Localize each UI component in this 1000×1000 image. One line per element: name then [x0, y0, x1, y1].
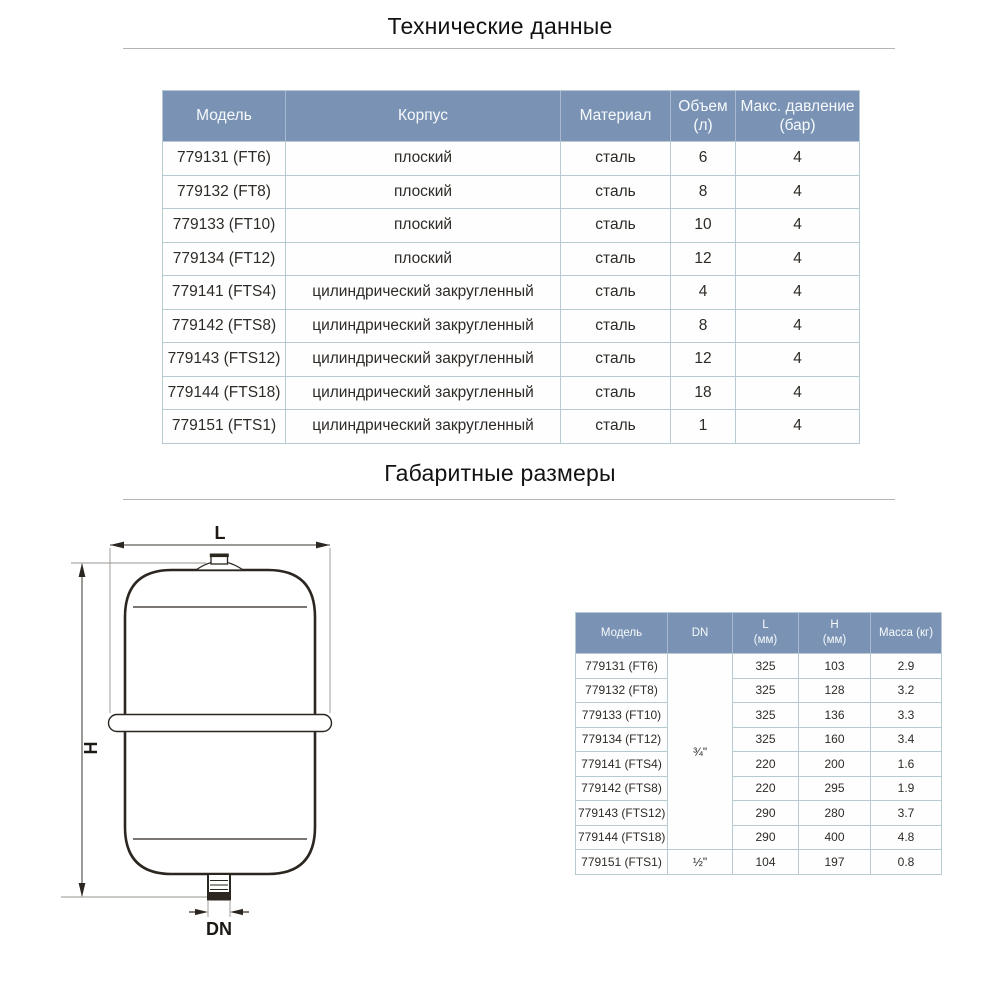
cell-body: плоский: [286, 175, 561, 209]
table-row: [163, 175, 859, 209]
table-header-row: [163, 91, 859, 141]
length-label: L: [214, 523, 226, 543]
cell-material: сталь: [561, 409, 671, 443]
cell-pressure: 4: [736, 242, 859, 276]
table-row: [163, 409, 859, 443]
cell-model: 779134 (FT12): [163, 242, 286, 276]
column-header: L (мм): [733, 613, 799, 653]
cell-mass: 3.3: [871, 702, 941, 727]
arrowhead-down-icon: [79, 883, 86, 897]
section-title-technical-data: Технические данные: [387, 13, 613, 39]
cell-pressure: 4: [736, 208, 859, 242]
cell-l: 290: [733, 825, 799, 850]
cell-volume: 18: [671, 376, 736, 410]
arrowhead-up-icon: [79, 563, 86, 577]
table-row: [576, 702, 941, 727]
mounting-band: [109, 715, 332, 732]
cell-dn: ¾": [668, 653, 733, 849]
cell-material: сталь: [561, 208, 671, 242]
cell-h: 295: [799, 776, 871, 801]
table-header-row: [576, 613, 941, 653]
dimensions-table-container: [575, 612, 942, 875]
cell-volume: 8: [671, 175, 736, 209]
cell-material: сталь: [561, 242, 671, 276]
column-header: H (мм): [799, 613, 871, 653]
table-row: [163, 141, 859, 175]
cell-body: цилиндрический закругленный: [286, 309, 561, 343]
cell-mass: 4.8: [871, 825, 941, 850]
cell-pressure: 4: [736, 275, 859, 309]
cell-h: 103: [799, 653, 871, 678]
cell-model: 779134 (FT12): [576, 727, 668, 752]
cell-body: цилиндрический закругленный: [286, 409, 561, 443]
cell-model: 779133 (FT10): [576, 702, 668, 727]
height-label: H: [81, 741, 101, 755]
column-header: Макс. давление (бар): [736, 91, 859, 141]
cell-mass: 1.9: [871, 776, 941, 801]
overall-dimensions-table: [575, 612, 942, 875]
cell-model: 779151 (FTS1): [576, 849, 668, 874]
arrowhead-right-icon: [195, 909, 208, 915]
table-row: [576, 776, 941, 801]
cell-l: 104: [733, 849, 799, 874]
dimensions-table-body: [576, 653, 941, 874]
cell-h: 128: [799, 678, 871, 703]
cell-model: 779131 (FT6): [163, 141, 286, 175]
cell-model: 779142 (FTS8): [163, 309, 286, 343]
cell-h: 200: [799, 751, 871, 776]
cell-model: 779144 (FTS18): [163, 376, 286, 410]
dn-dimension: [189, 901, 249, 939]
cell-h: 400: [799, 825, 871, 850]
cell-l: 325: [733, 727, 799, 752]
arrowhead-left-icon: [230, 909, 243, 915]
technical-table-body: [163, 141, 859, 443]
table-row: [163, 342, 859, 376]
cell-volume: 4: [671, 275, 736, 309]
cell-body: плоский: [286, 208, 561, 242]
cell-mass: 1.6: [871, 751, 941, 776]
table-row: [576, 678, 941, 703]
cell-model: 779131 (FT6): [576, 653, 668, 678]
table-row: [576, 800, 941, 825]
cell-material: сталь: [561, 342, 671, 376]
cell-volume: 12: [671, 342, 736, 376]
cell-model: 779132 (FT8): [163, 175, 286, 209]
table-row: [163, 208, 859, 242]
cell-model: 779142 (FTS8): [576, 776, 668, 801]
technical-table-header: [163, 91, 859, 141]
cell-pressure: 4: [736, 376, 859, 410]
cell-pressure: 4: [736, 342, 859, 376]
column-header: Модель: [163, 91, 286, 141]
section-title-overall-dimensions: Габаритные размеры: [384, 460, 616, 486]
cell-dn: ½": [668, 849, 733, 874]
column-header: Модель: [576, 613, 668, 653]
table-row: [576, 751, 941, 776]
table-row: [163, 242, 859, 276]
arrowhead-left-icon: [110, 542, 124, 549]
column-header: Масса (кг): [871, 613, 941, 653]
arrowhead-right-icon: [316, 542, 330, 549]
cell-h: 160: [799, 727, 871, 752]
cell-h: 136: [799, 702, 871, 727]
cell-model: 779141 (FTS4): [163, 275, 286, 309]
cell-model: 779133 (FT10): [163, 208, 286, 242]
cell-pressure: 4: [736, 141, 859, 175]
cell-h: 280: [799, 800, 871, 825]
table-row: [163, 309, 859, 343]
cell-body: плоский: [286, 242, 561, 276]
column-header: DN: [668, 613, 733, 653]
cell-material: сталь: [561, 309, 671, 343]
cell-l: 325: [733, 702, 799, 727]
table-row: [576, 727, 941, 752]
column-header: Материал: [561, 91, 671, 141]
cell-pressure: 4: [736, 309, 859, 343]
cell-l: 290: [733, 800, 799, 825]
dimensions-table-header: [576, 613, 941, 653]
column-header: Корпус: [286, 91, 561, 141]
cell-l: 325: [733, 678, 799, 703]
table-row: [163, 376, 859, 410]
cell-h: 197: [799, 849, 871, 874]
column-header: Объем (л): [671, 91, 736, 141]
table-row: [576, 653, 941, 678]
cell-body: цилиндрический закругленный: [286, 376, 561, 410]
cell-model: 779143 (FTS12): [163, 342, 286, 376]
cell-model: 779143 (FTS12): [576, 800, 668, 825]
section-divider: [123, 499, 895, 500]
cell-volume: 12: [671, 242, 736, 276]
cell-model: 779144 (FTS18): [576, 825, 668, 850]
cell-model: 779141 (FTS4): [576, 751, 668, 776]
cell-material: сталь: [561, 141, 671, 175]
tank-dimension-drawing: [50, 515, 410, 955]
threaded-fitting: [208, 874, 230, 900]
cell-volume: 8: [671, 309, 736, 343]
cell-volume: 6: [671, 141, 736, 175]
cell-l: 220: [733, 751, 799, 776]
cell-body: цилиндрический закругленный: [286, 342, 561, 376]
cell-mass: 0.8: [871, 849, 941, 874]
dn-label: DN: [206, 919, 232, 939]
technical-data-table-container: [162, 90, 860, 444]
cell-l: 220: [733, 776, 799, 801]
table-row: [576, 849, 941, 874]
cell-model: 779132 (FT8): [576, 678, 668, 703]
table-row: [163, 275, 859, 309]
cell-mass: 3.2: [871, 678, 941, 703]
cell-pressure: 4: [736, 175, 859, 209]
air-valve: [196, 554, 243, 571]
table-row: [576, 825, 941, 850]
cell-l: 325: [733, 653, 799, 678]
cell-pressure: 4: [736, 409, 859, 443]
cell-model: 779151 (FTS1): [163, 409, 286, 443]
technical-data-table: [162, 90, 860, 444]
section-divider: [123, 48, 895, 49]
cell-body: цилиндрический закругленный: [286, 275, 561, 309]
cell-mass: 2.9: [871, 653, 941, 678]
cell-material: сталь: [561, 175, 671, 209]
cell-mass: 3.7: [871, 800, 941, 825]
cell-volume: 1: [671, 409, 736, 443]
cell-material: сталь: [561, 376, 671, 410]
cell-body: плоский: [286, 141, 561, 175]
cell-mass: 3.4: [871, 727, 941, 752]
cell-material: сталь: [561, 275, 671, 309]
cell-volume: 10: [671, 208, 736, 242]
